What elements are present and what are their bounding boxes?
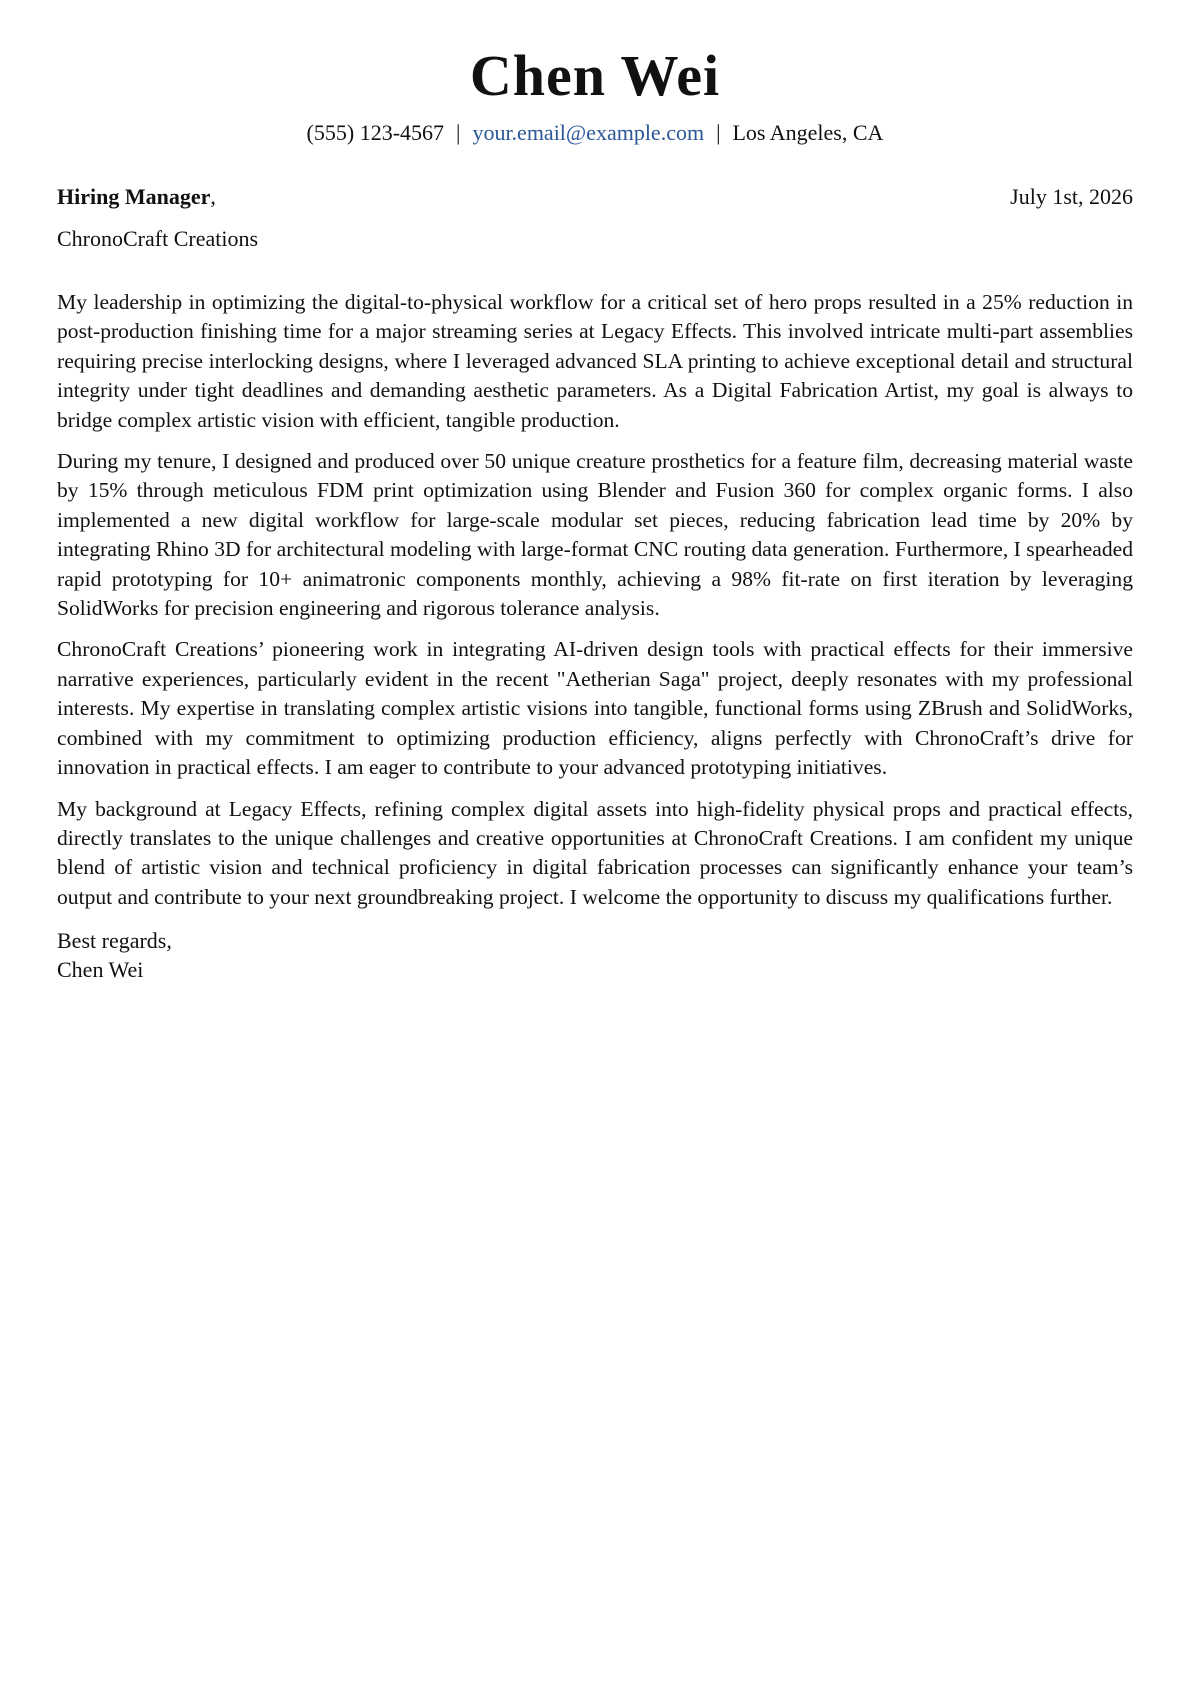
- letter-header: [57, 0, 1133, 148]
- body-paragraph: During my tenure, I designed and produced over 50 unique creature prosthetics for a feature film, decreasing material waste by 15% through meticulous FDM print optimization using Blender and Fusion 360 for complex organic forms. I also implemented a new digital workflow for large-scale modular set pieces, reducing fabrication lead time by 20% by integrating Rhino 3D for architectural modeling with large-format CNC routing data generation. Furthermore, I spearheaded rapid prototyping for 10+ animatronic components monthly, achieving a 98% fit-rate on first iteration by leveraging SolidWorks for precision engineering and rigorous tolerance analysis.: [57, 449, 1133, 621]
- recipient-title: Hiring Manager: [57, 184, 211, 209]
- body-paragraph: My background at Legacy Effects, refining complex digital assets into high-fidelity physical props and practical effects, directly translates to the unique challenges and creative opportunities at ChronoCraft Creations. I am confident my unique blend of artistic vision and technical proficiency in digital fabrication processes can significantly enhance your team’s output and contribute to your next groundbreaking project. I welcome the opportunity to discuss my qualifications further.: [57, 796, 1133, 909]
- body-paragraph: ChronoCraft Creations’ pioneering work in integrating AI-driven design tools with practical effects for their immersive narrative experiences, particularly evident in the recent "Aetherian Saga" project, deeply resonates with my professional interests. My expertise in translating complex artistic visions into tangible, functional forms using ZBrush and SolidWorks, combined with my commitment to optimizing production efficiency, aligns perfectly with ChronoCraft’s drive for innovation in practical effects. I am eager to contribute to your advanced prototyping initiatives.: [57, 637, 1133, 780]
- letter-date: July 1st, 2026: [1010, 184, 1133, 209]
- body-paragraph: My leadership in optimizing the digital-to-physical workflow for a critical set of hero props resulted in a 25% reduction in post-production finishing time for a major streaming series at Legacy Effects. This involved intricate multi-part assemblies requiring precise interlocking designs, where I leveraged advanced SLA printing to achieve exceptional detail and structural integrity under tight deadlines and demanding aesthetic parameters. As a Digital Fabrication Artist, my goal is always to bridge complex artistic vision with efficient, tangible production.: [57, 290, 1133, 432]
- signature-name: Chen Wei: [57, 957, 144, 983]
- applicant-name: Chen Wei: [469, 43, 721, 108]
- contact-separator: |: [456, 120, 461, 145]
- letter-closing: [57, 926, 1133, 984]
- closing-salutation: Best regards,: [57, 928, 172, 954]
- phone-number: (555) 123-4567: [306, 120, 445, 145]
- recipient-row: [57, 182, 1133, 212]
- location: Los Angeles, CA: [732, 120, 884, 145]
- recipient-title-suffix: ,: [210, 184, 216, 209]
- email-link[interactable]: your.email@example.com: [472, 120, 705, 145]
- recipient-salutation: [57, 182, 216, 212]
- contact-separator: |: [716, 120, 721, 145]
- recipient-company: ChronoCraft Creations: [57, 226, 259, 251]
- letter-body: [57, 288, 1133, 912]
- contact-line: [57, 118, 1133, 148]
